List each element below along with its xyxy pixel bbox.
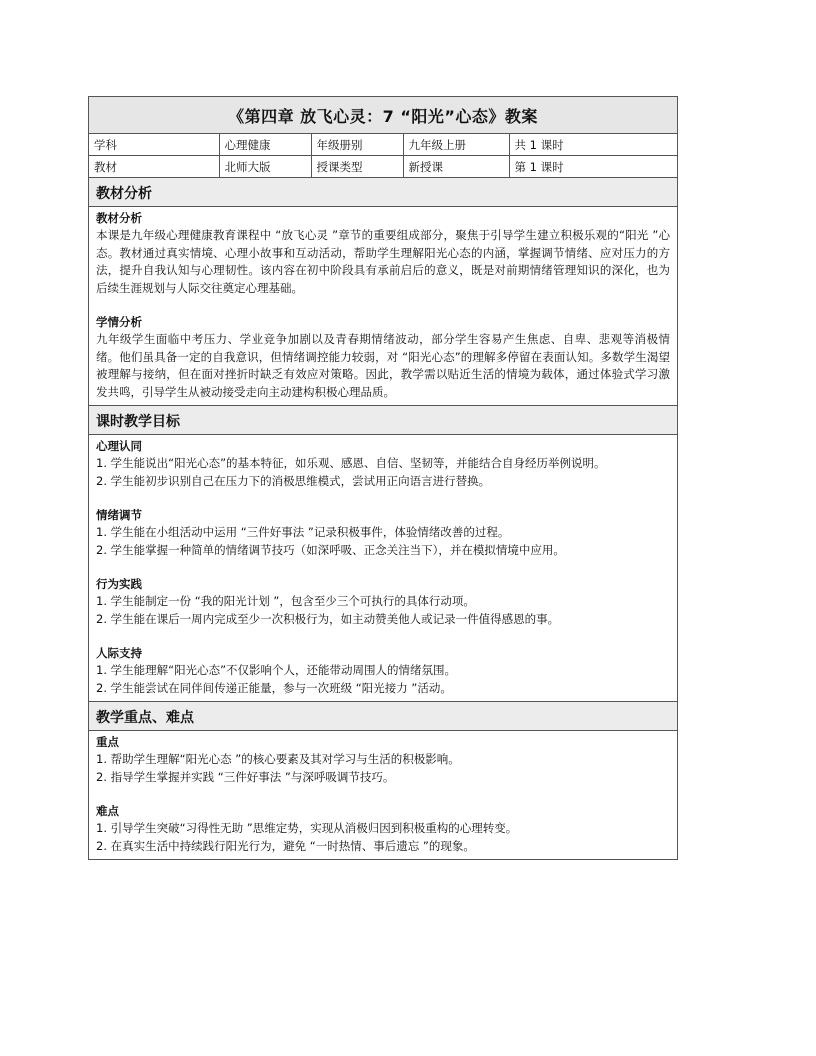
meta-cell-subject-value: 心理健康	[219, 134, 311, 156]
meta-cell-textbook-value: 北师大版	[219, 156, 311, 178]
learner-analysis-title: 学情分析	[96, 315, 142, 329]
goal-item: 2. 学生能掌握一种简单的情绪调节技巧（如深呼吸、正念关注当下），并在模拟情境中应用。	[96, 542, 565, 557]
goal-item: 2. 学生能初步识别自己在压力下的消极思维模式，尝试用正向语言进行替换。	[96, 473, 491, 488]
meta-cell-total-hours: 共 1 课时	[509, 134, 677, 156]
goal-item: 2. 学生能尝试在同伴间传递正能量，参与一次班级 “阳光接力 ”活动。	[96, 680, 452, 695]
meta-cell-type-label: 授课类型	[311, 156, 403, 178]
section-heading: 教材分析	[89, 178, 677, 207]
document-title: 《第四章 放飞心灵：7 “阳光”心态》教案	[89, 97, 677, 134]
meta-cell-lesson-number: 第 1 课时	[509, 156, 677, 178]
goals-section	[89, 406, 677, 702]
goal-group-title: 心理认同	[96, 439, 142, 453]
meta-cell-subject-label: 学科	[89, 134, 219, 156]
learner-analysis-text: 九年级学生面临中考压力、学业竞争加剧以及青春期情绪波动，部分学生容易产生焦虑、自卑、悲观等消极情绪。他们虽具备一定的自我意识，但情绪调控能力较弱，对 “阳光心态”的理解多停留在表面认知。多数学生渴望被理解与接纳，但在面对挫折时缺乏有效应对策略。因此，教学需以贴近生活的情境为载体，通过体验式学习激发共鸣，引导学生从被动接受走向主动建构积极心理品质。	[96, 332, 670, 399]
goal-item: 2. 学生能在课后一周内完成至少一次积极行为，如主动赞美他人或记录一件值得感恩的事。	[96, 611, 560, 626]
difficulty-title: 难点	[96, 804, 119, 818]
goal-item: 1. 学生能说出“阳光心态”的基本特征，如乐观、感恩、自信、坚韧等，并能结合自身经历举例说明。	[96, 456, 606, 470]
meta-cell-grade-value: 九年级上册	[403, 134, 509, 156]
meta-cell-grade-label: 年级册别	[311, 134, 403, 156]
goal-group-title: 行为实践	[96, 577, 142, 591]
meta-cell-type-value: 新授课	[403, 156, 509, 178]
goal-item: 1. 学生能制定一份 “我的阳光计划 ”，包含至少三个可执行的具体行动项。	[96, 594, 475, 608]
difficulty-item: 1. 引导学生突破“习得性无助 ”思维定势，实现从消极归因到积极重构的心理转变。	[96, 821, 518, 835]
focus-item: 1. 帮助学生理解“阳光心态 ”的核心要素及其对学习与生活的积极影响。	[96, 752, 460, 766]
goal-item: 1. 学生能在小组活动中运用 “三件好事法 ”记录积极事件，体验情绪改善的过程。	[96, 525, 510, 539]
meta-row	[89, 134, 677, 156]
lesson-plan-document	[88, 96, 678, 860]
material-analysis-text: 本课是九年级心理健康教育课程中 “放飞心灵 ”章节的重要组成部分，聚焦于引导学生建立积极乐观的“阳光 ”心态。教材通过真实情境、心理小故事和互动活动，帮助学生理解阳光心态的内涵，掌握调节情绪、应对压力的方法，提升自我认知与心理韧性。该内容在初中阶段具有承前启后的意义，既是对前期情绪管理知识的深化，也为后续生涯规划与人际交往奠定心理基础。	[96, 228, 670, 295]
analysis-section	[89, 178, 677, 406]
material-analysis-title: 教材分析	[96, 211, 142, 225]
section-heading: 教学重点、难点	[89, 702, 677, 731]
difficulty-item: 2. 在真实生活中持续践行阳光行为，避免 “一时热情、事后遗忘 ”的现象。	[96, 838, 475, 853]
goal-group-title: 情绪调节	[96, 508, 142, 522]
goal-group-title: 人际支持	[96, 646, 142, 660]
section-heading: 课时教学目标	[89, 406, 677, 435]
meta-table	[89, 134, 677, 178]
keypoints-section	[89, 702, 677, 859]
focus-title: 重点	[96, 735, 119, 749]
focus-item: 2. 指导学生掌握并实践 “三件好事法 ”与深呼吸调节技巧。	[96, 769, 395, 784]
goal-item: 1. 学生能理解“阳光心态”不仅影响个人，还能带动周围人的情绪氛围。	[96, 663, 457, 677]
meta-row	[89, 156, 677, 178]
meta-cell-textbook-label: 教材	[89, 156, 219, 178]
